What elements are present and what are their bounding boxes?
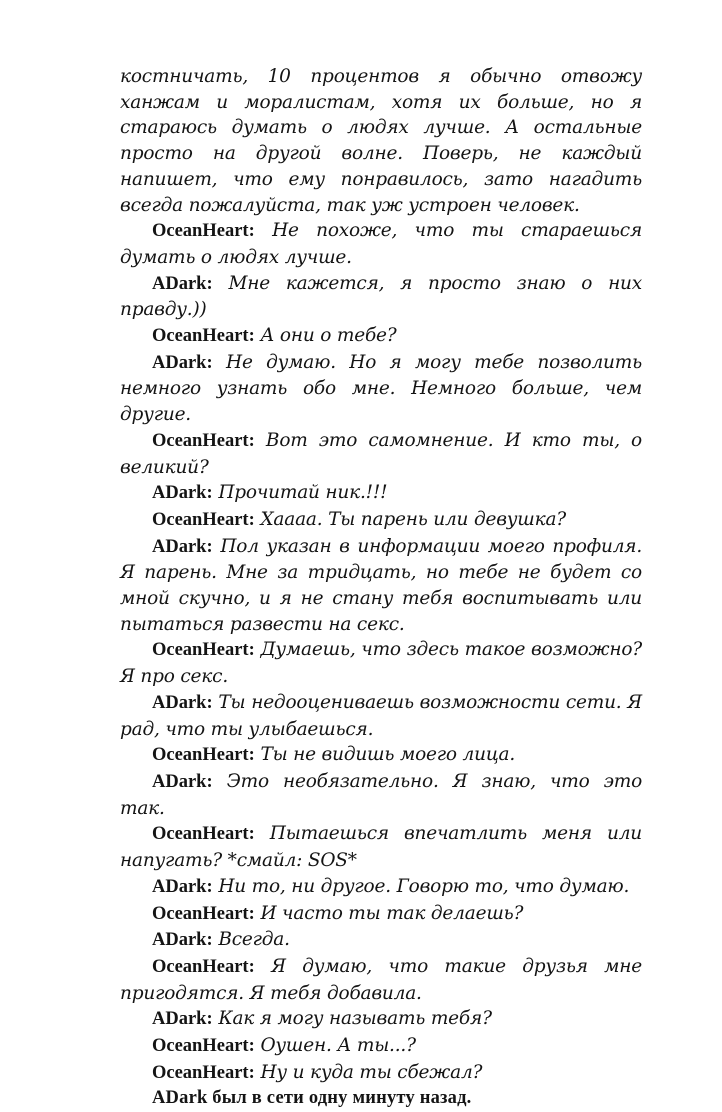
dialogue-line xyxy=(120,637,642,689)
message-text: Всегда. xyxy=(218,929,290,951)
message-text: И часто ты так делаешь? xyxy=(260,902,524,924)
dialogue-line xyxy=(120,901,642,928)
speaker-name: OceanHeart: xyxy=(152,903,255,924)
message-text: Как я могу называть тебя? xyxy=(218,1008,492,1030)
dialogue-line xyxy=(120,927,642,954)
dialogue-line xyxy=(120,1033,642,1060)
message-text: Ни то, ни другое. Говорю то, что думаю. xyxy=(218,875,630,897)
message-text: Я думаю, что такие друзья мне пригодятся. Я тебя добавила. xyxy=(120,955,643,1004)
speaker-name: OceanHeart: xyxy=(152,640,255,661)
speaker-name: OceanHeart: xyxy=(152,509,255,530)
speaker-name: ADark: xyxy=(152,352,213,373)
speaker-name: ADark: xyxy=(152,536,213,557)
dialogue-line xyxy=(120,218,642,270)
message-text: Пытаешься впечатлить меня или напугать? *смайл: SOS* xyxy=(120,823,642,872)
dialogue-line xyxy=(120,821,642,873)
book-page xyxy=(120,64,642,1112)
message-text: Мне кажется, я просто знаю о них правду.)) xyxy=(120,272,643,321)
message-text: Думаешь, что здесь такое возможно? Я про секс. xyxy=(120,639,643,688)
dialogue-line xyxy=(120,350,642,428)
speaker-name: ADark: xyxy=(152,771,213,792)
dialogue-line xyxy=(120,954,642,1006)
message-text: А они о тебе? xyxy=(260,325,397,347)
speaker-name: OceanHeart: xyxy=(152,1062,255,1083)
speaker-name: OceanHeart: xyxy=(152,824,255,845)
dialogue-line xyxy=(120,874,642,901)
speaker-name: OceanHeart: xyxy=(152,430,255,451)
dialogue-line xyxy=(120,507,642,534)
opening-paragraph: костничать, 10 процентов я обычно отвожу ханжам и моралистам, хотя их больше, но я стараюсь думать о людях лучше. А остальные просто на другой волне. Поверь, не каждый напишет, что ему понравилось, зато нагадить всегда пожалуйста, так уж устроен человек. xyxy=(120,66,642,216)
dialogue-line xyxy=(120,428,642,480)
dialogue-line xyxy=(120,480,642,507)
message-text: Оушен. А ты...? xyxy=(260,1035,416,1057)
message-text: Ну и куда ты сбежал? xyxy=(260,1061,483,1083)
dialogue-line xyxy=(120,769,642,821)
speaker-name: OceanHeart: xyxy=(152,1036,255,1057)
message-text: Ты не видишь моего лица. xyxy=(260,744,516,766)
speaker-name: OceanHeart: xyxy=(152,745,255,766)
message-text: Это необязательно. Я знаю, что это так. xyxy=(120,770,643,819)
dialogue-line xyxy=(120,1060,642,1087)
dialogue-line xyxy=(120,323,642,350)
dialogue-line xyxy=(120,534,642,638)
speaker-name: ADark: xyxy=(152,273,213,294)
speaker-name: ADark: xyxy=(152,692,213,713)
message-text: Вот это самомнение. И кто ты, о великий? xyxy=(120,429,642,478)
speaker-name: ADark: xyxy=(152,876,213,897)
message-text: Пол указан в информации моего профиля. Я парень. Мне за тридцать, но тебе не будет со мной скучно, и я не стану тебя воспитывать или пытаться развести на секс. xyxy=(120,535,643,635)
message-text: Ты недооцениваешь возможности сети. Я рад, что ты улыбаешься. xyxy=(120,691,642,740)
message-text: Прочитай ник.!!! xyxy=(218,482,388,504)
speaker-name: OceanHeart: xyxy=(152,221,255,242)
message-text: Хаааа. Ты парень или девушка? xyxy=(260,508,567,530)
message-text: Не похоже, что ты стараешься думать о людях лучше. xyxy=(120,220,642,268)
dialogue-line xyxy=(120,271,642,323)
dialogue-line xyxy=(120,1006,642,1033)
speaker-name: ADark: xyxy=(152,1009,213,1030)
speaker-name: OceanHeart: xyxy=(152,956,255,977)
online-status-line: ADark был в сети одну минуту назад. xyxy=(152,1088,472,1109)
message-text: Не думаю. Но я могу тебе позволить немного узнать обо мне. Немного больше, чем другие. xyxy=(120,351,642,426)
speaker-name: OceanHeart: xyxy=(152,326,255,347)
dialogue-line xyxy=(120,690,642,742)
speaker-name: ADark: xyxy=(152,483,213,504)
speaker-name: ADark: xyxy=(152,930,213,951)
dialogue-line xyxy=(120,742,642,769)
